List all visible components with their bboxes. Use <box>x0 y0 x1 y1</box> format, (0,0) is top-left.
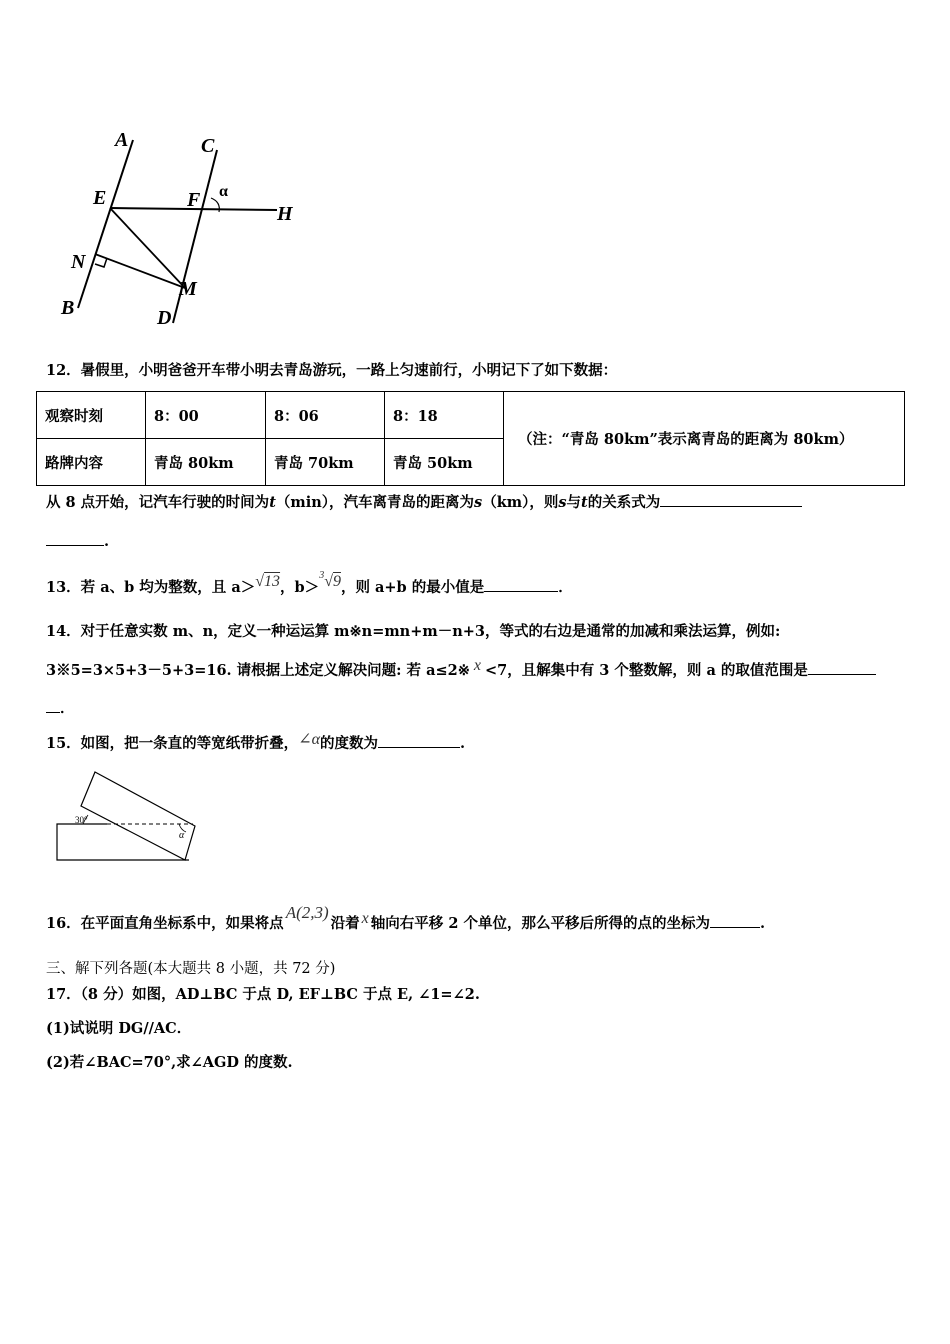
table-note: （注：“青岛 80km”表示离青岛的距离为 80km） <box>504 392 905 486</box>
question-15: 15．如图，把一条直的等宽纸带折叠，∠α的度数为 . <box>46 731 466 752</box>
label-M: M <box>179 278 197 300</box>
question-13: 13．若 a、b 均为整数，且 a＞√13，b＞$^3$√9，则 a+b 的最小值是 ． <box>46 570 573 596</box>
question-14-line2: 3※5=3×5+3－5+3=16. 请根据上述定义解决问题: 若 a≤2※ x <7，且解集中有 3 个整数解，则 a 的取值范围是 <box>46 660 876 680</box>
table-row <box>37 392 905 439</box>
label-H: H <box>277 203 293 225</box>
question-17-part2: (2)若∠BAC=70°,求∠AGD 的度数. <box>46 1054 293 1071</box>
angle-30-label: 30° <box>75 815 88 825</box>
observation-table <box>36 391 905 486</box>
sqrt-13: √13 <box>255 573 281 590</box>
folded-paper-strip-figure <box>55 768 205 866</box>
label-E: E <box>93 187 107 209</box>
section-3-heading: 三、解下列各题(本大题共 8 小题，共 72 分) <box>46 961 336 977</box>
label-F: F <box>187 189 201 211</box>
question-14-end: ． <box>46 698 75 718</box>
question-12-end: . <box>46 531 109 551</box>
table-cell: 8：00 <box>146 392 266 439</box>
label-alpha: α <box>219 183 228 200</box>
label-B: B <box>61 297 75 319</box>
question-12-relation: 从 8 点开始，记汽车行驶的时间为t（min），汽车离青岛的距离为s（km），则s与t的关系式为 <box>46 492 802 512</box>
table-cell: 青岛 80km <box>146 439 266 486</box>
answer-blank <box>46 531 104 546</box>
table-header-time: 观察时刻 <box>37 392 146 439</box>
cube-root-9: $^3$√9 <box>319 570 341 590</box>
table-cell: 青岛 70km <box>266 439 385 486</box>
label-N: N <box>71 251 86 273</box>
label-A: A <box>115 129 129 151</box>
question-14-line1: 14．对于任意实数 m、n，定义一种运运算 m※n=mn+m－n+3，等式的右边是通常的加减和乘法运算，例如: <box>46 623 781 640</box>
question-17-part1: (1)试说明 DG//AC． <box>46 1020 192 1037</box>
answer-blank <box>46 698 60 713</box>
label-C: C <box>201 135 215 157</box>
question-16: 16．在平面直角坐标系中，如果将点A(2,3)沿着 x 轴向右平移 2 个单位，那么平移后所得的点的坐标为 . <box>46 903 766 932</box>
point-A: A(2,3) <box>285 903 329 922</box>
question-12-text: 12．暑假里，小明爸爸开车带小明去青岛游玩，一路上匀速前行，小明记下了如下数据： <box>46 362 618 379</box>
table-cell: 青岛 50km <box>385 439 504 486</box>
table-cell: 8：06 <box>266 392 385 439</box>
table-cell: 8：18 <box>385 392 504 439</box>
answer-blank <box>378 733 460 748</box>
angle-alpha-label: α <box>179 830 185 841</box>
table-header-sign: 路牌内容 <box>37 439 146 486</box>
label-D: D <box>157 307 172 328</box>
question-17-title: 17．（8 分）如图，AD⊥BC 于点 D, EF⊥BC 于点 E, ∠1=∠2. <box>46 986 480 1003</box>
answer-blank <box>808 660 876 675</box>
geometry-figure-parallel-lines <box>55 128 305 328</box>
answer-blank <box>484 577 558 592</box>
answer-blank <box>710 913 760 928</box>
answer-blank <box>660 492 802 507</box>
